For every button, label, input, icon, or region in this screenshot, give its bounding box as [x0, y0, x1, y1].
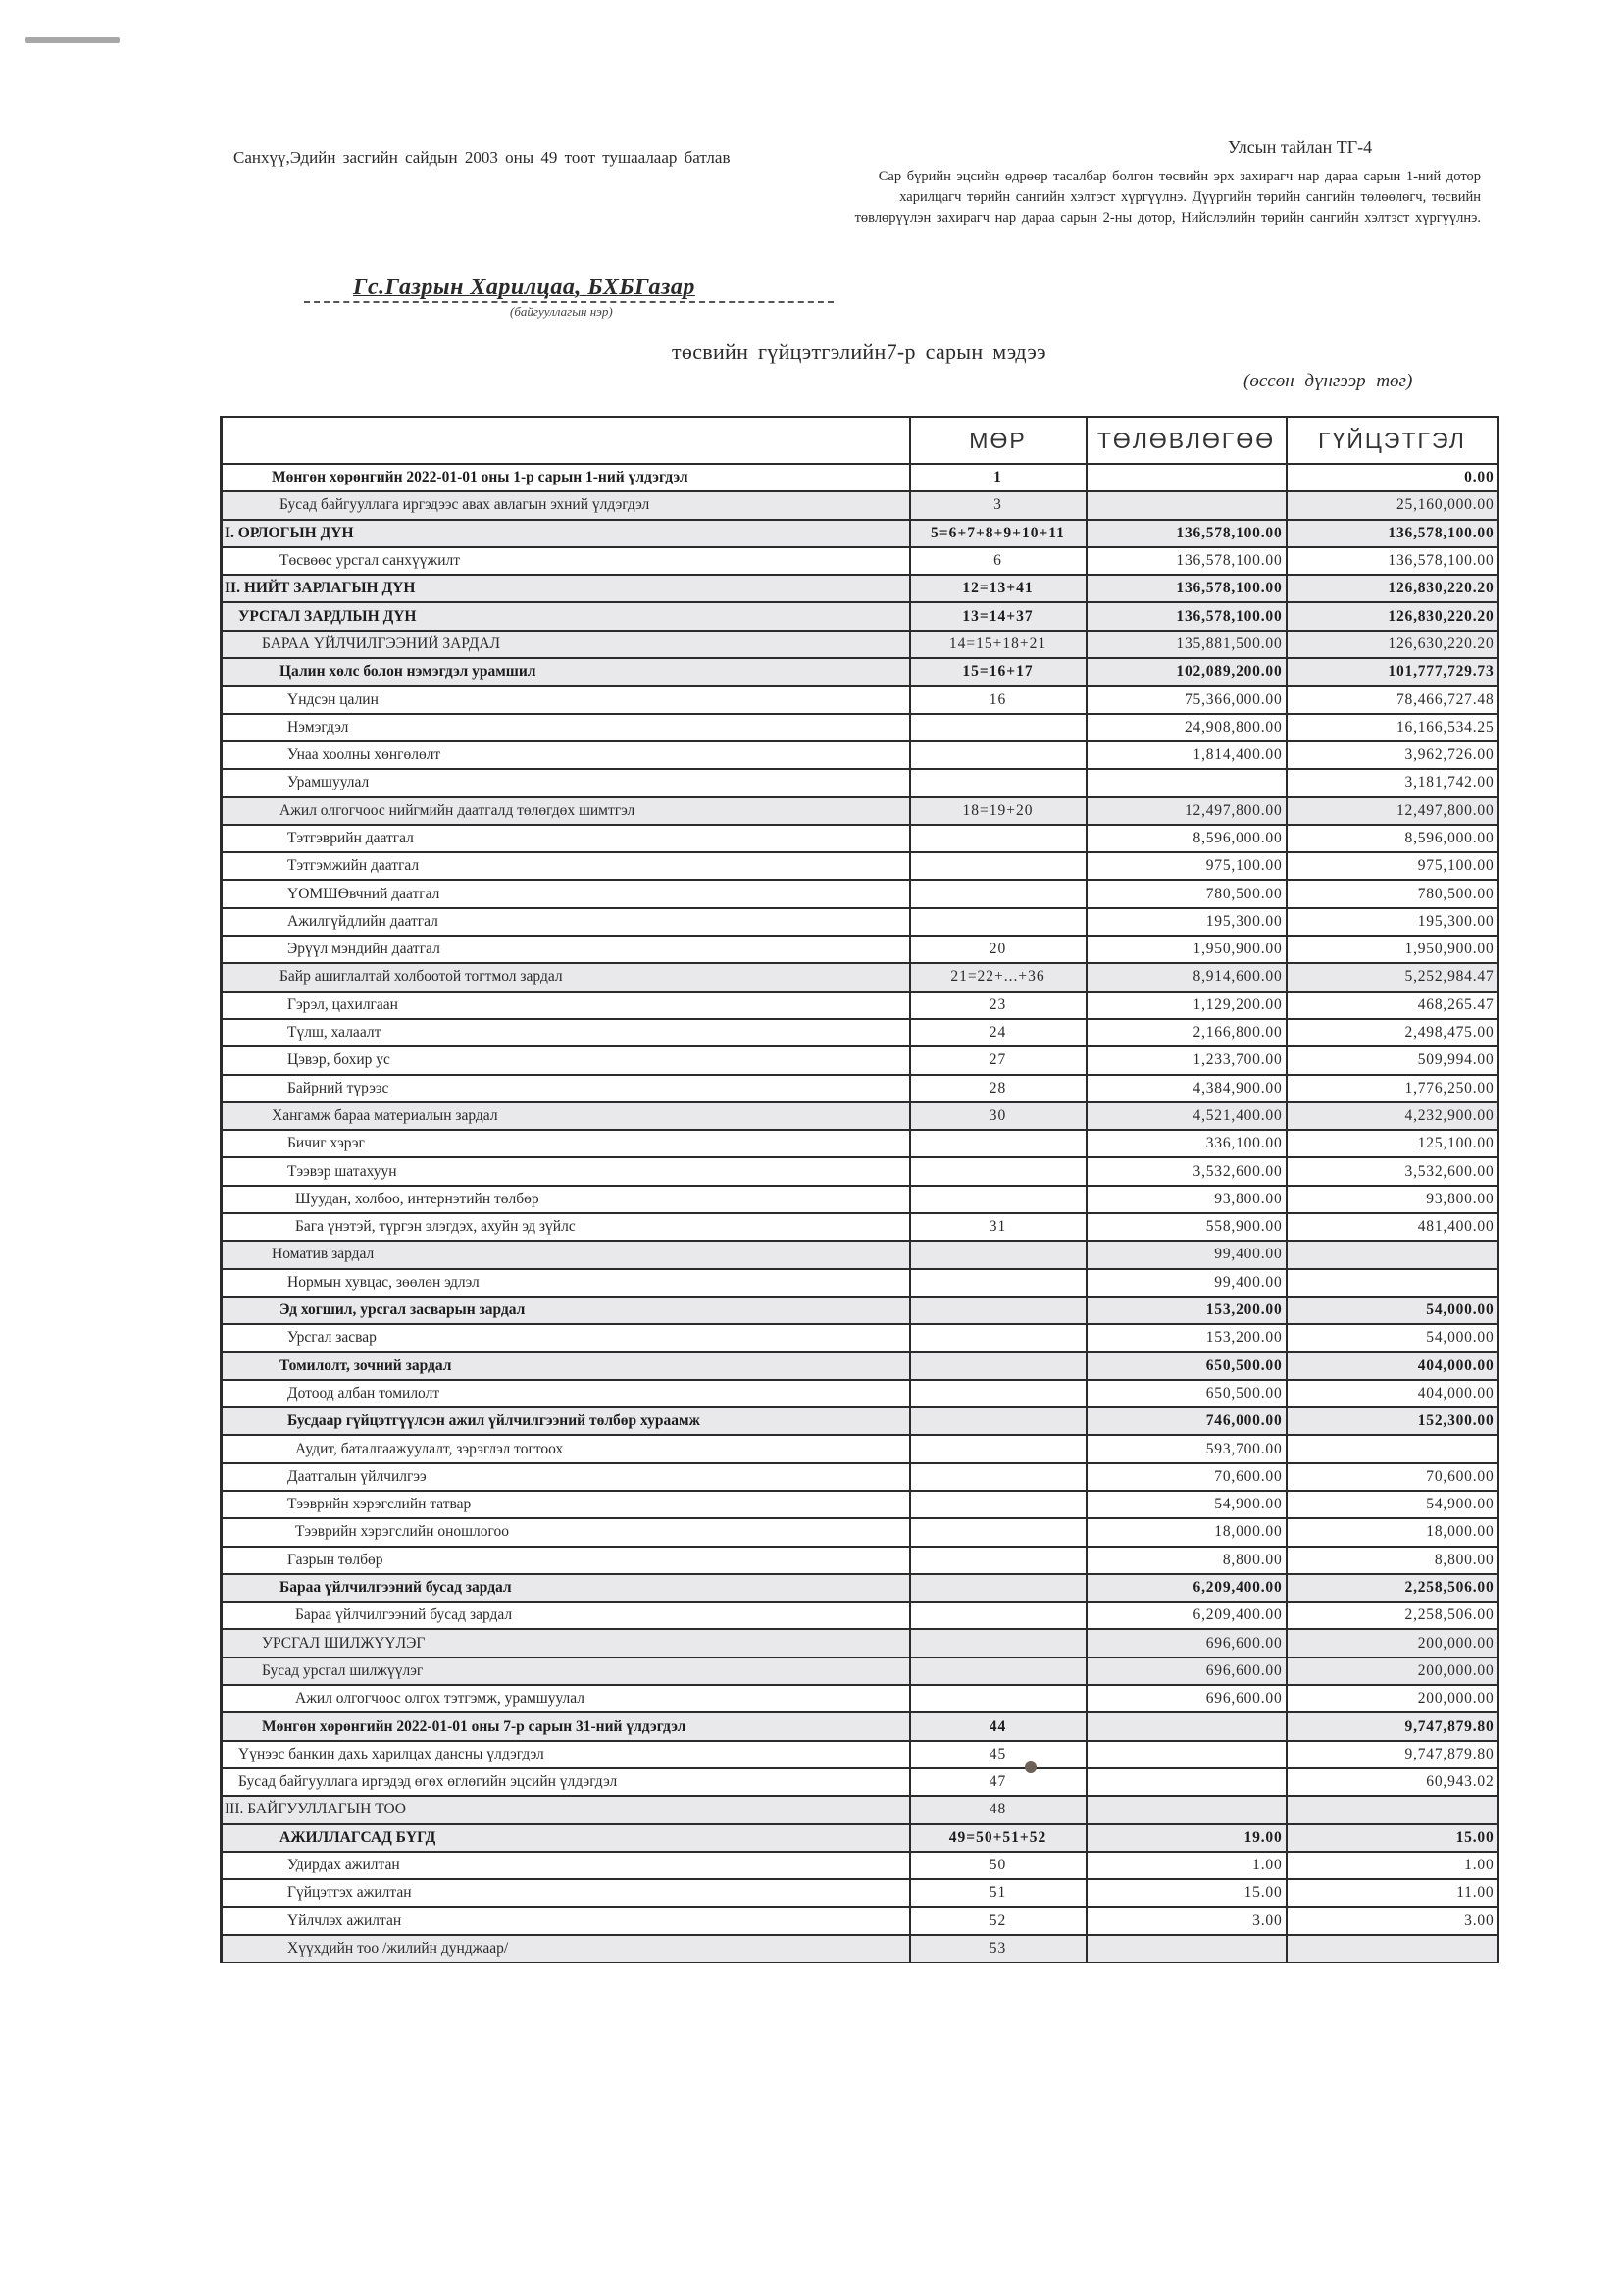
row-number: 18=19+20	[910, 797, 1087, 825]
row-number	[910, 825, 1087, 852]
table-row	[222, 769, 1498, 796]
actual-value: 975,100.00	[1287, 852, 1498, 880]
plan-value	[1087, 769, 1287, 796]
row-number	[910, 852, 1087, 880]
table-row	[222, 1102, 1498, 1130]
organization-block	[304, 275, 834, 324]
plan-value: 6,209,400.00	[1087, 1602, 1287, 1629]
plan-value: 593,700.00	[1087, 1435, 1287, 1462]
table-row	[222, 797, 1498, 825]
row-number	[910, 1186, 1087, 1213]
actual-value: 9,747,879.80	[1287, 1741, 1498, 1768]
row-label: Дотоод албан томилолт	[222, 1380, 910, 1407]
plan-value: 780,500.00	[1087, 880, 1287, 907]
row-label: Байрний түрээс	[222, 1075, 910, 1102]
actual-value: 780,500.00	[1287, 880, 1498, 907]
actual-value: 54,900.00	[1287, 1491, 1498, 1518]
table-row	[222, 963, 1498, 991]
row-number	[910, 1547, 1087, 1574]
actual-value	[1287, 1935, 1498, 1963]
row-number	[910, 1602, 1087, 1629]
row-number: 27	[910, 1046, 1087, 1074]
row-number	[910, 769, 1087, 796]
table-row	[222, 1241, 1498, 1268]
row-label: II. НИЙТ ЗАРЛАГЫН ДҮН	[222, 575, 910, 602]
actual-value: 1,950,900.00	[1287, 936, 1498, 963]
row-number	[910, 1435, 1087, 1462]
plan-value: 1,950,900.00	[1087, 936, 1287, 963]
plan-value: 93,800.00	[1087, 1186, 1287, 1213]
actual-value: 9,747,879.80	[1287, 1712, 1498, 1740]
row-label: Нормын хувцас, зөөлөн эдлэл	[222, 1269, 910, 1297]
plan-value: 136,578,100.00	[1087, 547, 1287, 575]
row-number	[910, 741, 1087, 769]
table-row	[222, 1602, 1498, 1629]
row-number: 48	[910, 1796, 1087, 1823]
row-label: Тэтгэмжийн даатгал	[222, 852, 910, 880]
actual-value: 1.00	[1287, 1852, 1498, 1879]
table-row	[222, 1879, 1498, 1907]
actual-value	[1287, 1435, 1498, 1462]
row-label: Үндсэн цалин	[222, 686, 910, 713]
actual-value: 2,258,506.00	[1287, 1602, 1498, 1629]
row-number	[910, 1657, 1087, 1685]
row-number: 51	[910, 1879, 1087, 1907]
plan-value: 558,900.00	[1087, 1213, 1287, 1241]
actual-value: 12,497,800.00	[1287, 797, 1498, 825]
actual-value: 25,160,000.00	[1287, 491, 1498, 519]
plan-value: 3.00	[1087, 1907, 1287, 1934]
row-number	[910, 1324, 1087, 1351]
table-row	[222, 1852, 1498, 1879]
row-number: 1	[910, 464, 1087, 491]
table-row	[222, 1269, 1498, 1297]
table-row	[222, 1768, 1498, 1796]
actual-value: 136,578,100.00	[1287, 520, 1498, 547]
row-number: 49=50+51+52	[910, 1824, 1087, 1852]
row-label: Нэмэгдэл	[222, 714, 910, 741]
actual-value: 126,830,220.20	[1287, 575, 1498, 602]
plan-value: 4,521,400.00	[1087, 1102, 1287, 1130]
column-header-row-number: МӨР	[910, 417, 1087, 464]
table-row	[222, 936, 1498, 963]
actual-value	[1287, 1796, 1498, 1823]
row-label: Мөнгөн хөрөнгийн 2022-01-01 оны 7-р сарын 31-ний үлдэгдэл	[222, 1712, 910, 1740]
row-number: 47	[910, 1768, 1087, 1796]
row-label: Тэтгэврийн даатгал	[222, 825, 910, 852]
table-row	[222, 1518, 1498, 1546]
row-label: Үүнээс банкин дахь харилцах дансны үлдэгдэл	[222, 1741, 910, 1768]
organization-name: Гс.Газрын Харилцаа, БХБГазар	[353, 275, 695, 300]
row-number	[910, 1491, 1087, 1518]
row-label: Тээврийн хэрэгслийн оношлогоо	[222, 1518, 910, 1546]
column-header-actual: ГҮЙЦЭТГЭЛ	[1287, 417, 1498, 464]
actual-value: 54,000.00	[1287, 1297, 1498, 1324]
organization-caption: (байгууллагын нэр)	[510, 304, 613, 319]
plan-value: 1.00	[1087, 1852, 1287, 1879]
table-row	[222, 1824, 1498, 1852]
row-label: ҮОМШӨвчний даатгал	[222, 880, 910, 907]
table-row	[222, 631, 1498, 658]
table-row	[222, 1657, 1498, 1685]
actual-value: 8,596,000.00	[1287, 825, 1498, 852]
table-row	[222, 1380, 1498, 1407]
row-number	[910, 1269, 1087, 1297]
row-label: Эрүүл мэндийн даатгал	[222, 936, 910, 963]
plan-value: 6,209,400.00	[1087, 1574, 1287, 1602]
actual-value: 200,000.00	[1287, 1685, 1498, 1712]
plan-value: 8,800.00	[1087, 1547, 1287, 1574]
row-label: Гэрэл, цахилгаан	[222, 992, 910, 1019]
plan-value	[1087, 464, 1287, 491]
row-number: 53	[910, 1935, 1087, 1963]
row-number: 24	[910, 1019, 1087, 1046]
table-row	[222, 1297, 1498, 1324]
actual-value: 481,400.00	[1287, 1213, 1498, 1241]
row-label: Хүүхдийн тоо /жилийн дунджаар/	[222, 1935, 910, 1963]
ink-stain	[1025, 1761, 1037, 1773]
row-label: Мөнгөн хөрөнгийн 2022-01-01 оны 1-р сарын 1-ний үлдэгдэл	[222, 464, 910, 491]
row-number	[910, 1352, 1087, 1380]
table-row	[222, 1741, 1498, 1768]
table-row	[222, 714, 1498, 741]
table-row	[222, 520, 1498, 547]
actual-value: 152,300.00	[1287, 1407, 1498, 1435]
row-number	[910, 1518, 1087, 1546]
actual-value: 5,252,984.47	[1287, 963, 1498, 991]
plan-value: 8,596,000.00	[1087, 825, 1287, 852]
row-label: АЖИЛЛАГСАД БҮГД	[222, 1824, 910, 1852]
row-number: 28	[910, 1075, 1087, 1102]
table-row	[222, 686, 1498, 713]
actual-value: 1,776,250.00	[1287, 1075, 1498, 1102]
table-row	[222, 1547, 1498, 1574]
table-row	[222, 602, 1498, 630]
column-header-plan: ТӨЛӨВЛӨГӨӨ	[1087, 417, 1287, 464]
table-row	[222, 1019, 1498, 1046]
row-label: Бичиг хэрэг	[222, 1130, 910, 1157]
row-label: Бараа үйлчилгээний бусад зардал	[222, 1602, 910, 1629]
plan-value: 1,233,700.00	[1087, 1046, 1287, 1074]
actual-value: 2,258,506.00	[1287, 1574, 1498, 1602]
row-label: Шуудан, холбоо, интернэтийн төлбөр	[222, 1186, 910, 1213]
plan-value: 3,532,600.00	[1087, 1157, 1287, 1185]
organization-dashed-line	[304, 301, 834, 303]
plan-value: 12,497,800.00	[1087, 797, 1287, 825]
row-number	[910, 1380, 1087, 1407]
table-row	[222, 880, 1498, 907]
row-number: 12=13+41	[910, 575, 1087, 602]
table-row	[222, 491, 1498, 519]
row-number: 16	[910, 686, 1087, 713]
plan-value: 102,089,200.00	[1087, 658, 1287, 686]
table-row	[222, 1935, 1498, 1963]
approval-note: Санхүү,Эдийн засгийн сайдын 2003 оны 49 тоот тушаалаар батлав	[233, 148, 731, 167]
plan-value: 136,578,100.00	[1087, 602, 1287, 630]
actual-value: 16,166,534.25	[1287, 714, 1498, 741]
row-number: 6	[910, 547, 1087, 575]
row-number	[910, 1130, 1087, 1157]
table-row	[222, 1796, 1498, 1823]
plan-value	[1087, 491, 1287, 519]
actual-value: 70,600.00	[1287, 1463, 1498, 1491]
row-label: Эд хогшил, урсгал засварын зардал	[222, 1297, 910, 1324]
table-row	[222, 908, 1498, 936]
plan-value: 696,600.00	[1087, 1629, 1287, 1657]
table-row	[222, 1213, 1498, 1241]
actual-value: 404,000.00	[1287, 1380, 1498, 1407]
actual-value: 54,000.00	[1287, 1324, 1498, 1351]
row-number: 50	[910, 1852, 1087, 1879]
row-number	[910, 1297, 1087, 1324]
plan-value: 15.00	[1087, 1879, 1287, 1907]
plan-value: 1,814,400.00	[1087, 741, 1287, 769]
row-number: 14=15+18+21	[910, 631, 1087, 658]
plan-value: 975,100.00	[1087, 852, 1287, 880]
table-row	[222, 1130, 1498, 1157]
unit-note: (өссөн дүнгээр төг)	[1243, 371, 1413, 391]
plan-value: 24,908,800.00	[1087, 714, 1287, 741]
table-row	[222, 1491, 1498, 1518]
row-label: Бараа үйлчилгээний бусад зардал	[222, 1574, 910, 1602]
plan-value: 8,914,600.00	[1087, 963, 1287, 991]
plan-value: 136,578,100.00	[1087, 575, 1287, 602]
table-row	[222, 1186, 1498, 1213]
actual-value: 4,232,900.00	[1287, 1102, 1498, 1130]
table-row	[222, 1463, 1498, 1491]
actual-value: 468,265.47	[1287, 992, 1498, 1019]
table-row	[222, 1046, 1498, 1074]
actual-value: 93,800.00	[1287, 1186, 1498, 1213]
row-number: 21=22+...+36	[910, 963, 1087, 991]
actual-value: 60,943.02	[1287, 1768, 1498, 1796]
actual-value: 18,000.00	[1287, 1518, 1498, 1546]
row-number: 44	[910, 1712, 1087, 1740]
row-label: Цалин хөлс болон нэмэгдэл урамшил	[222, 658, 910, 686]
row-label: БАРАА ҮЙЛЧИЛГЭЭНИЙ ЗАРДАЛ	[222, 631, 910, 658]
row-label: Урамшуулал	[222, 769, 910, 796]
plan-value	[1087, 1935, 1287, 1963]
row-label: Ажилгүйдлийн даатгал	[222, 908, 910, 936]
actual-value: 3,962,726.00	[1287, 741, 1498, 769]
row-label: Удирдах ажилтан	[222, 1852, 910, 1879]
report-title: төсвийн гүйцэтгэлийн7-р сарын мэдээ	[672, 339, 1046, 364]
row-number: 52	[910, 1907, 1087, 1934]
row-label: I. ОРЛОГЫН ДҮН	[222, 520, 910, 547]
row-label: Ажил олгогчоос нийгмийн даатгалд төлөгдөх шимтгэл	[222, 797, 910, 825]
row-number	[910, 1685, 1087, 1712]
actual-value: 126,830,220.20	[1287, 602, 1498, 630]
row-number	[910, 1407, 1087, 1435]
plan-value: 2,166,800.00	[1087, 1019, 1287, 1046]
row-label: Гүйцэтгэх ажилтан	[222, 1879, 910, 1907]
table-row	[222, 1574, 1498, 1602]
row-label: Бусдаар гүйцэтгүүлсэн ажил үйлчилгээний төлбөр хураамж	[222, 1407, 910, 1435]
table-row	[222, 1075, 1498, 1102]
plan-value: 336,100.00	[1087, 1130, 1287, 1157]
table-header-row	[222, 417, 1498, 464]
row-number: 45	[910, 1741, 1087, 1768]
row-number: 20	[910, 936, 1087, 963]
table-row	[222, 1907, 1498, 1934]
actual-value: 200,000.00	[1287, 1629, 1498, 1657]
plan-value: 19.00	[1087, 1824, 1287, 1852]
row-label: Бусад урсгал шилжүүлэг	[222, 1657, 910, 1685]
actual-value: 3.00	[1287, 1907, 1498, 1934]
row-number	[910, 880, 1087, 907]
plan-value: 99,400.00	[1087, 1241, 1287, 1268]
table-row	[222, 1324, 1498, 1351]
actual-value: 125,100.00	[1287, 1130, 1498, 1157]
plan-value: 4,384,900.00	[1087, 1075, 1287, 1102]
table-row	[222, 1407, 1498, 1435]
table-row	[222, 1352, 1498, 1380]
table-row	[222, 575, 1498, 602]
row-label: Томилолт, зочний зардал	[222, 1352, 910, 1380]
actual-value: 126,630,220.20	[1287, 631, 1498, 658]
plan-value	[1087, 1741, 1287, 1768]
row-label: Урсгал засвар	[222, 1324, 910, 1351]
plan-value: 696,600.00	[1087, 1657, 1287, 1685]
row-label: УРСГАЛ ШИЛЖҮҮЛЭГ	[222, 1629, 910, 1657]
plan-value: 650,500.00	[1087, 1380, 1287, 1407]
row-label: Түлш, халаалт	[222, 1019, 910, 1046]
plan-value: 746,000.00	[1087, 1407, 1287, 1435]
row-number	[910, 1157, 1087, 1185]
row-label: Тээвэр шатахуун	[222, 1157, 910, 1185]
row-label: Цэвэр, бохир ус	[222, 1046, 910, 1074]
plan-value	[1087, 1768, 1287, 1796]
actual-value: 11.00	[1287, 1879, 1498, 1907]
actual-value: 78,466,727.48	[1287, 686, 1498, 713]
budget-execution-table	[220, 416, 1499, 1963]
submission-instructions: Сар бүрийн эцсийн өдрөөр тасалбар болгон төсвийн эрх захирагч нар дараа сарын 1-ний дотор харилцагч төрийн сангийн хэлтэст хүргүүлнэ. Дүүргийн төрийн сангийн төлөөлөгч, төсвийн төвлөрүүлэн захирагч нар дараа сарын 2-ны дотор, Нийслэлийн төрийн сангийн хэлтэст хүргүүлнэ.	[854, 169, 1481, 226]
row-label: Тээврийн хэрэгслийн татвар	[222, 1491, 910, 1518]
plan-value: 195,300.00	[1087, 908, 1287, 936]
actual-value: 3,181,742.00	[1287, 769, 1498, 796]
table-row	[222, 1435, 1498, 1462]
table-row	[222, 1629, 1498, 1657]
table-row	[222, 547, 1498, 575]
plan-value: 696,600.00	[1087, 1685, 1287, 1712]
plan-value: 99,400.00	[1087, 1269, 1287, 1297]
row-label: Үйлчлэх ажилтан	[222, 1907, 910, 1934]
report-code: Улсын тайлан ТГ-4	[1228, 137, 1373, 157]
plan-value: 54,900.00	[1087, 1491, 1287, 1518]
table-row	[222, 1712, 1498, 1740]
table-row	[222, 464, 1498, 491]
row-label: Бусад байгууллага иргэдэд өгөх өглөгийн эцсийн үлдэгдэл	[222, 1768, 910, 1796]
row-label: Байр ашиглалтай холбоотой тогтмол зардал	[222, 963, 910, 991]
actual-value: 200,000.00	[1287, 1657, 1498, 1685]
plan-value	[1087, 1796, 1287, 1823]
table-row	[222, 658, 1498, 686]
row-number	[910, 1241, 1087, 1268]
row-label: Хангамж бараа материалын зардал	[222, 1102, 910, 1130]
row-label: Унаа хоолны хөнгөлөлт	[222, 741, 910, 769]
actual-value	[1287, 1269, 1498, 1297]
table-row	[222, 1685, 1498, 1712]
table-body	[222, 464, 1498, 1963]
actual-value: 0.00	[1287, 464, 1498, 491]
table-row	[222, 1157, 1498, 1185]
plan-value: 153,200.00	[1087, 1297, 1287, 1324]
plan-value	[1087, 1712, 1287, 1740]
plan-value: 75,366,000.00	[1087, 686, 1287, 713]
actual-value: 8,800.00	[1287, 1547, 1498, 1574]
row-number	[910, 1463, 1087, 1491]
table-row	[222, 852, 1498, 880]
row-label: Төсвөөс урсгал санхүүжилт	[222, 547, 910, 575]
actual-value: 195,300.00	[1287, 908, 1498, 936]
actual-value: 101,777,729.73	[1287, 658, 1498, 686]
actual-value: 136,578,100.00	[1287, 547, 1498, 575]
row-number: 30	[910, 1102, 1087, 1130]
actual-value	[1287, 1241, 1498, 1268]
plan-value: 18,000.00	[1087, 1518, 1287, 1546]
row-label: Бага үнэтэй, түргэн элэгдэх, ахуйн эд зүйлс	[222, 1213, 910, 1241]
plan-value: 153,200.00	[1087, 1324, 1287, 1351]
table-row	[222, 825, 1498, 852]
scan-artifact-mark	[25, 37, 120, 43]
plan-value: 135,881,500.00	[1087, 631, 1287, 658]
row-number: 5=6+7+8+9+10+11	[910, 520, 1087, 547]
actual-value: 15.00	[1287, 1824, 1498, 1852]
row-number	[910, 1629, 1087, 1657]
plan-value: 70,600.00	[1087, 1463, 1287, 1491]
row-label: Аудит, баталгаажуулалт, зэрэглэл тогтоох	[222, 1435, 910, 1462]
row-label: III. БАЙГУУЛЛАГЫН ТОО	[222, 1796, 910, 1823]
row-label: УРСГАЛ ЗАРДЛЫН ДҮН	[222, 602, 910, 630]
actual-value: 3,532,600.00	[1287, 1157, 1498, 1185]
actual-value: 509,994.00	[1287, 1046, 1498, 1074]
table-row	[222, 741, 1498, 769]
actual-value: 2,498,475.00	[1287, 1019, 1498, 1046]
plan-value: 136,578,100.00	[1087, 520, 1287, 547]
row-label: Бусад байгууллага иргэдээс авах авлагын эхний үлдэгдэл	[222, 491, 910, 519]
row-number	[910, 1574, 1087, 1602]
row-number	[910, 714, 1087, 741]
actual-value: 404,000.00	[1287, 1352, 1498, 1380]
row-number: 31	[910, 1213, 1087, 1241]
row-number: 23	[910, 992, 1087, 1019]
row-label: Номатив зардал	[222, 1241, 910, 1268]
plan-value: 1,129,200.00	[1087, 992, 1287, 1019]
row-number: 13=14+37	[910, 602, 1087, 630]
row-label: Газрын төлбөр	[222, 1547, 910, 1574]
row-number	[910, 908, 1087, 936]
column-header-label	[222, 417, 910, 464]
row-number: 15=16+17	[910, 658, 1087, 686]
plan-value: 650,500.00	[1087, 1352, 1287, 1380]
row-label: Ажил олгогчоос олгох тэтгэмж, урамшуулал	[222, 1685, 910, 1712]
table-row	[222, 992, 1498, 1019]
row-label: Даатгалын үйлчилгээ	[222, 1463, 910, 1491]
row-number: 3	[910, 491, 1087, 519]
